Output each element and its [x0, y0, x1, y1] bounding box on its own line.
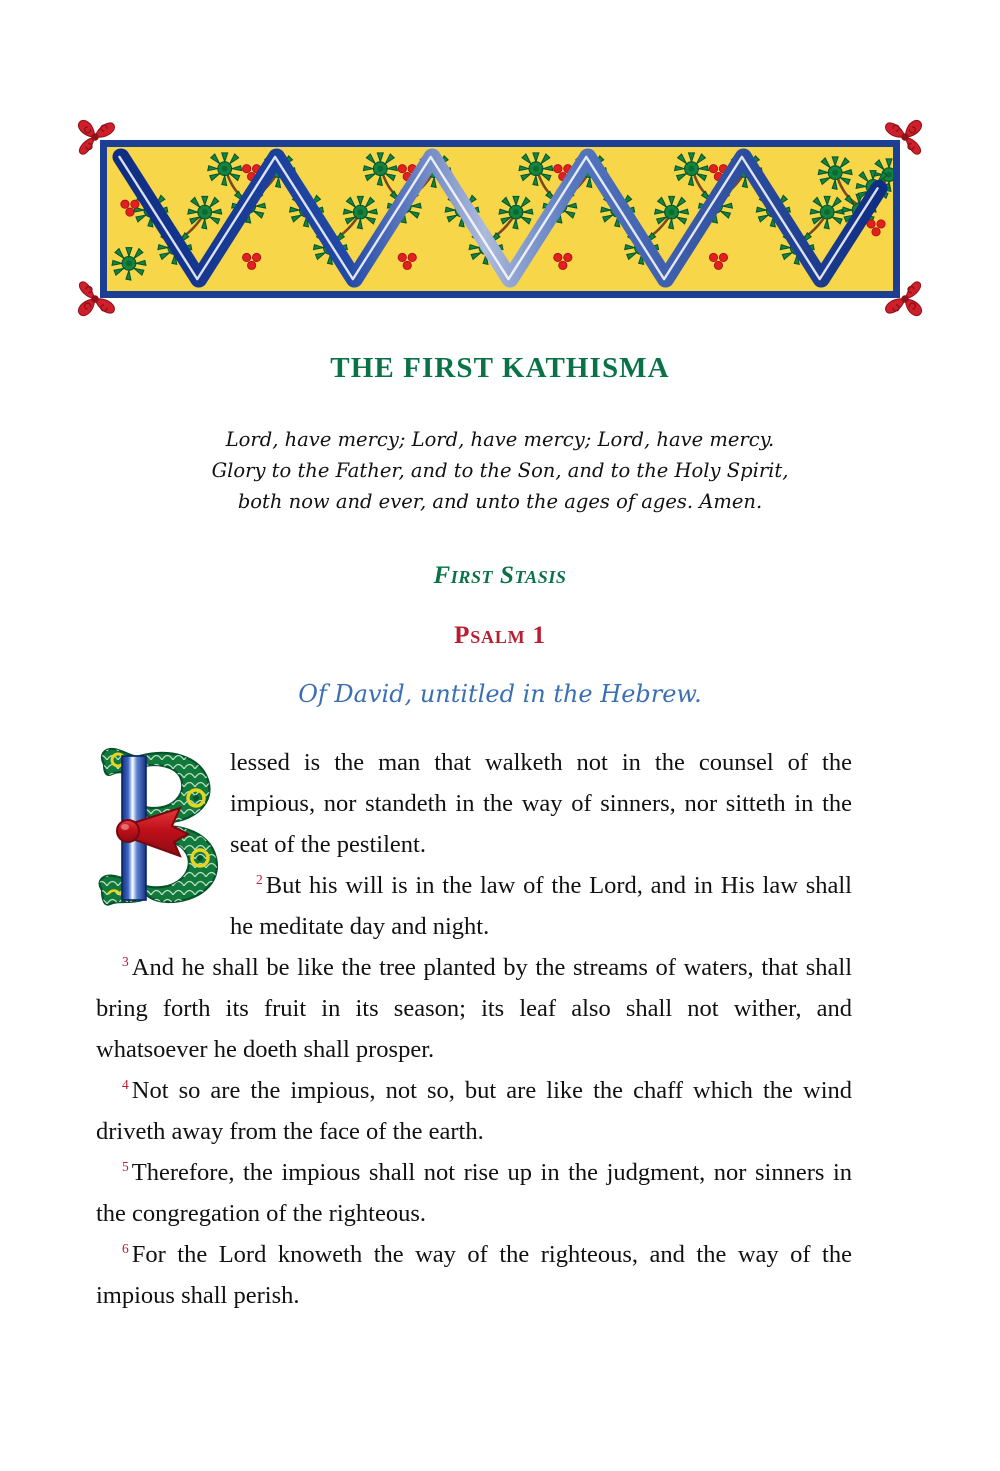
verse-2-text: But his will is in the law of the Lord, and in His law shall he meditate day and night. — [230, 872, 852, 940]
illuminated-dropcap-b — [96, 742, 224, 914]
verse-6-paragraph — [96, 1234, 852, 1316]
psalm-title: Psalm 1 — [454, 622, 546, 649]
kathisma-title: THE FIRST KATHISMA — [330, 352, 670, 384]
headpiece-pattern — [107, 147, 893, 291]
verse-5-paragraph — [96, 1152, 852, 1234]
opening-prayer — [0, 424, 1000, 517]
verse-6-text: For the Lord knoweth the way of the righteous, and the way of the impious shall perish. — [96, 1241, 852, 1309]
prayer-line-1: Lord, have mercy; Lord, have mercy; Lord, have mercy. — [225, 428, 775, 451]
verse-4-paragraph — [96, 1070, 852, 1152]
headpiece-frame — [100, 140, 900, 298]
illuminated-headpiece — [72, 110, 928, 326]
verse-1-text: lessed is the man that walketh not in the counsel of the impious, nor standeth in the way of sinners, nor sitteth in the seat of the pestilent. — [230, 749, 852, 858]
verse-4-text: Not so are the impious, not so, but are like the chaff which the wind driveth away from the face of the earth. — [96, 1077, 852, 1145]
psalm-body-text — [96, 742, 852, 1316]
verse-number-3: 3 — [122, 953, 129, 969]
verse-3-paragraph — [96, 947, 852, 1070]
verse-number-5: 5 — [122, 1158, 129, 1174]
verse-5-text: Therefore, the impious shall not rise up in the judgment, nor sinners in the congregation of the righteous. — [96, 1159, 852, 1227]
prayer-line-3: both now and ever, and unto the ages of ages. Amen. — [237, 490, 763, 513]
prayer-line-2: Glory to the Father, and to the Son, and to the Holy Spirit, — [211, 459, 789, 482]
verse-number-6: 6 — [122, 1240, 129, 1256]
psalm-inscription: Of David, untitled in the Hebrew. — [298, 680, 702, 708]
verse-number-2: 2 — [256, 871, 263, 887]
verse-3-text: And he shall be like the tree planted by the streams of waters, that shall bring forth its fruit in its season; its leaf also shall not wither, and whatsoever he doeth shall prosper. — [96, 954, 852, 1063]
stasis-title: First Stasis — [433, 562, 567, 589]
verse-number-4: 4 — [122, 1076, 129, 1092]
